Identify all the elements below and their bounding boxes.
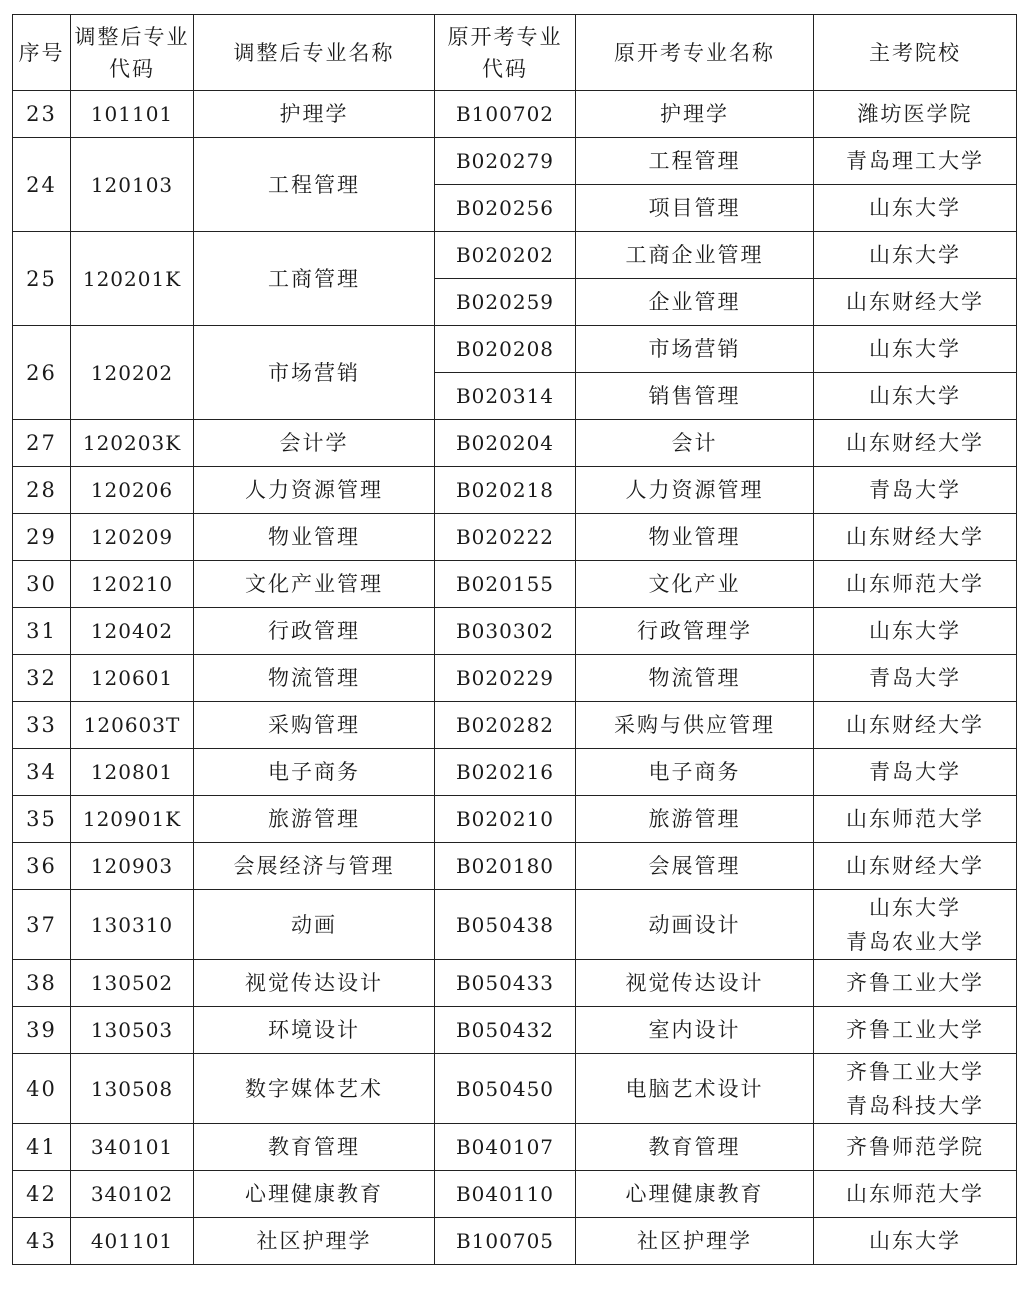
cell-seq: 31: [13, 608, 71, 655]
cell-old-name: 护理学: [576, 91, 814, 138]
cell-old-name: 教育管理: [576, 1124, 814, 1171]
cell-new-name: 电子商务: [194, 749, 435, 796]
cell-seq: 41: [13, 1124, 71, 1171]
table-row: [13, 420, 1017, 467]
cell-seq: 36: [13, 843, 71, 890]
school-name: 青岛大学: [869, 760, 961, 784]
school-name: 山东财经大学: [846, 431, 984, 455]
cell-seq: 27: [13, 420, 71, 467]
cell-school: [814, 749, 1017, 796]
cell-new-name: 采购管理: [194, 702, 435, 749]
cell-old-name: 社区护理学: [576, 1218, 814, 1265]
table-row: [13, 1124, 1017, 1171]
school-name: 山东财经大学: [846, 525, 984, 549]
cell-old-code: B020279: [435, 138, 576, 185]
header-new-name: 调整后专业名称: [194, 15, 435, 91]
cell-old-code: B050432: [435, 1007, 576, 1054]
cell-school: [814, 702, 1017, 749]
cell-new-name: 旅游管理: [194, 796, 435, 843]
cell-old-code: B020204: [435, 420, 576, 467]
cell-old-code: B020256: [435, 185, 576, 232]
cell-old-name: 室内设计: [576, 1007, 814, 1054]
cell-school: [814, 960, 1017, 1007]
cell-school: [814, 561, 1017, 608]
cell-old-code: B020202: [435, 232, 576, 279]
cell-school: [814, 843, 1017, 890]
cell-school: [814, 1054, 1017, 1124]
cell-new-name: 环境设计: [194, 1007, 435, 1054]
cell-seq: 39: [13, 1007, 71, 1054]
cell-school: [814, 420, 1017, 467]
cell-new-name: 数字媒体艺术: [194, 1054, 435, 1124]
cell-seq: 28: [13, 467, 71, 514]
school-name: 潍坊医学院: [857, 102, 973, 126]
cell-seq: 38: [13, 960, 71, 1007]
cell-new-name: 教育管理: [194, 1124, 435, 1171]
cell-seq: 30: [13, 561, 71, 608]
school-name: 山东大学: [869, 1229, 961, 1253]
table-row: [13, 1007, 1017, 1054]
school-name: 青岛大学: [869, 666, 961, 690]
cell-school: [814, 608, 1017, 655]
cell-school: [814, 890, 1017, 960]
cell-old-code: B030302: [435, 608, 576, 655]
cell-old-code: B050450: [435, 1054, 576, 1124]
school-name: 山东大学: [869, 384, 961, 408]
cell-new-code: 340101: [71, 1124, 194, 1171]
table-row: [13, 749, 1017, 796]
cell-old-name: 工程管理: [576, 138, 814, 185]
cell-school: [814, 655, 1017, 702]
table-row: [13, 655, 1017, 702]
cell-seq: 34: [13, 749, 71, 796]
cell-new-code: 130502: [71, 960, 194, 1007]
cell-school: [814, 279, 1017, 326]
cell-old-code: B020259: [435, 279, 576, 326]
cell-new-name: 会展经济与管理: [194, 843, 435, 890]
cell-new-name: 工程管理: [194, 138, 435, 232]
cell-old-code: B020282: [435, 702, 576, 749]
cell-old-code: B100705: [435, 1218, 576, 1265]
header-school: 主考院校: [814, 15, 1017, 91]
cell-seq: 42: [13, 1171, 71, 1218]
cell-school: [814, 138, 1017, 185]
table-row: [13, 514, 1017, 561]
cell-new-code: 120901K: [71, 796, 194, 843]
cell-school: [814, 91, 1017, 138]
table-row: [13, 1171, 1017, 1218]
cell-old-code: B020210: [435, 796, 576, 843]
cell-old-name: 采购与供应管理: [576, 702, 814, 749]
school-name: 山东大学: [869, 619, 961, 643]
table-row: [13, 960, 1017, 1007]
cell-old-code: B040110: [435, 1171, 576, 1218]
cell-new-name: 社区护理学: [194, 1218, 435, 1265]
cell-seq: 40: [13, 1054, 71, 1124]
cell-old-code: B020222: [435, 514, 576, 561]
table-row: [13, 843, 1017, 890]
cell-seq: 33: [13, 702, 71, 749]
cell-old-name: 电脑艺术设计: [576, 1054, 814, 1124]
cell-new-code: 120103: [71, 138, 194, 232]
cell-new-code: 120202: [71, 326, 194, 420]
cell-new-name: 心理健康教育: [194, 1171, 435, 1218]
cell-new-name: 物业管理: [194, 514, 435, 561]
cell-old-name: 动画设计: [576, 890, 814, 960]
cell-new-name: 行政管理: [194, 608, 435, 655]
cell-new-name: 视觉传达设计: [194, 960, 435, 1007]
cell-school: [814, 232, 1017, 279]
cell-new-name: 动画: [194, 890, 435, 960]
cell-school: [814, 1007, 1017, 1054]
school-name: 山东大学: [869, 196, 961, 220]
cell-old-name: 旅游管理: [576, 796, 814, 843]
cell-old-name: 物流管理: [576, 655, 814, 702]
cell-seq: 43: [13, 1218, 71, 1265]
cell-new-code: 130508: [71, 1054, 194, 1124]
cell-old-name: 会计: [576, 420, 814, 467]
cell-new-code: 120402: [71, 608, 194, 655]
cell-new-name: 工商管理: [194, 232, 435, 326]
school-name: 山东大学: [869, 243, 961, 267]
cell-seq: 26: [13, 326, 71, 420]
table-row: [13, 326, 1017, 373]
cell-old-name: 销售管理: [576, 373, 814, 420]
cell-old-code: B020229: [435, 655, 576, 702]
cell-new-name: 护理学: [194, 91, 435, 138]
cell-new-code: 101101: [71, 91, 194, 138]
cell-school: [814, 1218, 1017, 1265]
school-name: 山东大学: [869, 895, 961, 920]
cell-old-name: 企业管理: [576, 279, 814, 326]
cell-new-code: 120201K: [71, 232, 194, 326]
cell-new-code: 120210: [71, 561, 194, 608]
cell-old-name: 工商企业管理: [576, 232, 814, 279]
school-name: 山东财经大学: [846, 854, 984, 878]
school-name: 青岛大学: [869, 478, 961, 502]
header-new-code: 调整后专业代码: [71, 15, 194, 91]
header-row: [13, 15, 1017, 91]
cell-old-code: B020208: [435, 326, 576, 373]
cell-seq: 23: [13, 91, 71, 138]
header-old-code: 原开考专业代码: [435, 15, 576, 91]
cell-old-name: 行政管理学: [576, 608, 814, 655]
cell-old-code: B050433: [435, 960, 576, 1007]
table-row: [13, 890, 1017, 960]
school-name: 山东财经大学: [846, 713, 984, 737]
cell-new-name: 物流管理: [194, 655, 435, 702]
cell-new-code: 401101: [71, 1218, 194, 1265]
table-row: [13, 608, 1017, 655]
cell-new-code: 120603T: [71, 702, 194, 749]
cell-seq: 32: [13, 655, 71, 702]
cell-old-name: 人力资源管理: [576, 467, 814, 514]
table-row: [13, 702, 1017, 749]
cell-seq: 35: [13, 796, 71, 843]
school-name: 青岛科技大学: [846, 1093, 984, 1118]
cell-new-code: 120203K: [71, 420, 194, 467]
cell-new-code: 120903: [71, 843, 194, 890]
cell-new-code: 120206: [71, 467, 194, 514]
major-adjustment-table: [12, 14, 1017, 1265]
cell-old-code: B100702: [435, 91, 576, 138]
cell-seq: 37: [13, 890, 71, 960]
table-row: [13, 561, 1017, 608]
school-name: 齐鲁工业大学: [846, 1018, 984, 1042]
cell-old-name: 项目管理: [576, 185, 814, 232]
cell-school: [814, 467, 1017, 514]
school-name: 山东财经大学: [846, 290, 984, 314]
cell-school: [814, 373, 1017, 420]
school-name: 齐鲁工业大学: [846, 971, 984, 995]
school-name: 山东师范大学: [846, 572, 984, 596]
cell-old-name: 物业管理: [576, 514, 814, 561]
school-name: 齐鲁师范学院: [846, 1135, 984, 1159]
cell-new-name: 文化产业管理: [194, 561, 435, 608]
cell-school: [814, 185, 1017, 232]
cell-old-name: 电子商务: [576, 749, 814, 796]
cell-old-code: B020180: [435, 843, 576, 890]
cell-old-code: B050438: [435, 890, 576, 960]
cell-new-code: 340102: [71, 1171, 194, 1218]
cell-seq: 24: [13, 138, 71, 232]
table-row: [13, 1218, 1017, 1265]
cell-old-code: B020314: [435, 373, 576, 420]
header-old-name: 原开考专业名称: [576, 15, 814, 91]
cell-new-name: 会计学: [194, 420, 435, 467]
cell-new-code: 120801: [71, 749, 194, 796]
school-name: 青岛农业大学: [846, 929, 984, 954]
cell-seq: 25: [13, 232, 71, 326]
cell-old-code: B040107: [435, 1124, 576, 1171]
table-row: [13, 1054, 1017, 1124]
table-row: [13, 91, 1017, 138]
cell-school: [814, 326, 1017, 373]
cell-school: [814, 1124, 1017, 1171]
cell-new-code: 120209: [71, 514, 194, 561]
cell-new-code: 120601: [71, 655, 194, 702]
school-name: 山东师范大学: [846, 807, 984, 831]
cell-old-name: 心理健康教育: [576, 1171, 814, 1218]
school-name: 青岛理工大学: [846, 149, 984, 173]
table-row: [13, 467, 1017, 514]
cell-new-name: 人力资源管理: [194, 467, 435, 514]
cell-school: [814, 796, 1017, 843]
school-name: 山东师范大学: [846, 1182, 984, 1206]
cell-old-code: B020155: [435, 561, 576, 608]
cell-old-code: B020216: [435, 749, 576, 796]
table-row: [13, 138, 1017, 185]
table-row: [13, 796, 1017, 843]
cell-old-name: 视觉传达设计: [576, 960, 814, 1007]
cell-school: [814, 514, 1017, 561]
cell-new-code: 130310: [71, 890, 194, 960]
table-row: [13, 232, 1017, 279]
table-body: [13, 91, 1017, 1265]
cell-old-name: 文化产业: [576, 561, 814, 608]
school-name: 齐鲁工业大学: [846, 1059, 984, 1084]
header-seq: 序号: [13, 15, 71, 91]
table-header: [13, 15, 1017, 91]
cell-new-name: 市场营销: [194, 326, 435, 420]
cell-new-code: 130503: [71, 1007, 194, 1054]
cell-seq: 29: [13, 514, 71, 561]
cell-old-name: 市场营销: [576, 326, 814, 373]
cell-old-name: 会展管理: [576, 843, 814, 890]
cell-school: [814, 1171, 1017, 1218]
cell-old-code: B020218: [435, 467, 576, 514]
school-name: 山东大学: [869, 337, 961, 361]
